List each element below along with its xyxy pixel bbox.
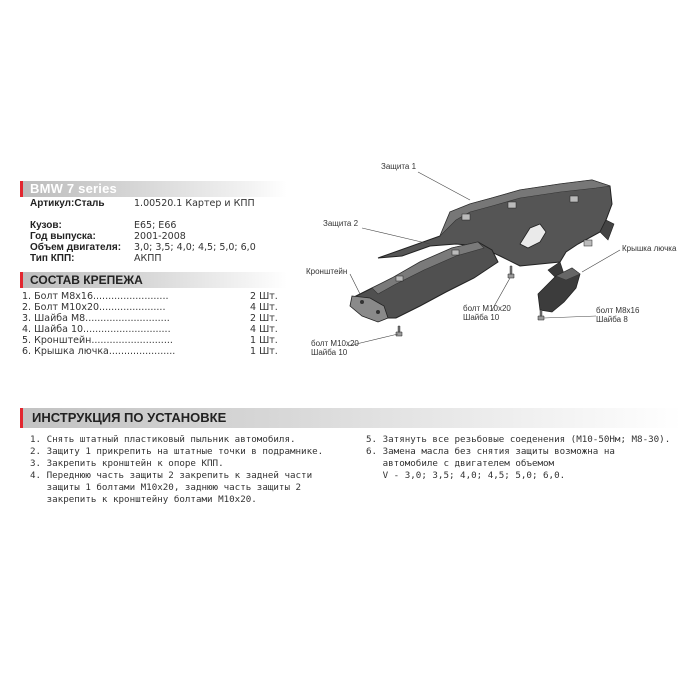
label-hatch-cover: Крышка лючка: [622, 244, 677, 253]
fastener-qty: 4 Шт.: [250, 302, 278, 313]
install-step: 5. Затянуть все резьбовые соеденения (M10-50Нм; M8-30).: [366, 434, 671, 445]
accent-marker: [20, 408, 23, 428]
label-bolt-m10-a: болт M10x20 Шайба 10: [463, 304, 511, 322]
label-protection-2: Защита 2: [323, 219, 359, 228]
fasteners-title: СОСТАВ КРЕПЕЖА: [30, 273, 143, 287]
spec-value-engine: 3,0; 3,5; 4,0; 4,5; 5,0; 6,0: [134, 242, 256, 253]
installation-bar: [22, 408, 682, 428]
installation-title: ИНСТРУКЦИЯ ПО УСТАНОВКЕ: [32, 410, 227, 425]
fastener-qty: 2 Шт.: [250, 291, 278, 302]
install-step: 3. Закрепить кронштейн к опоре КПП.: [30, 458, 224, 469]
fastener-name: 4. Шайба 10.............................: [22, 324, 171, 335]
article-label: Артикул:Сталь: [30, 198, 105, 209]
fastener-qty: 2 Шт.: [250, 313, 278, 324]
label-protection-1: Защита 1: [381, 162, 417, 171]
spec-label-body: Кузов:: [30, 220, 62, 231]
install-step: 4. Переднюю часть защиты 2 закрепить к задней части защиты 1 болтами M10x20, заднюю часть защиты 2 закрепить к кронштейну болтами M10x20.: [30, 470, 313, 505]
spec-label-engine: Объем двигателя:: [30, 242, 122, 253]
install-step: 6. Замена масла без снятия защиты возможна на автомобиле с двигателем объемом V - 3,0; 3,5; 4,0; 4,5; 5,0; 6,0.: [366, 446, 615, 481]
protection-1-plate: [378, 180, 614, 280]
spec-value-year: 2001-2008: [134, 231, 186, 242]
install-step: 2. Защиту 1 прикрепить на штатные точки в подрамнике.: [30, 446, 324, 457]
fastener-qty: 1 Шт.: [250, 346, 278, 357]
article-value: 1.00520.1 Картер и КПП: [134, 198, 255, 209]
label-bolt-m8: болт M8x16 Шайба 8: [596, 306, 640, 324]
label-bolt-m10-b: болт M10x20 Шайба 10: [311, 339, 359, 357]
fastener-name: 5. Кронштейн...........................: [22, 335, 173, 346]
model-title: BMW 7 series: [30, 181, 117, 196]
fastener-name: 1. Болт M8x16.........................: [22, 291, 169, 302]
spec-label-year: Год выпуска:: [30, 231, 96, 242]
fastener-name: 3. Шайба M8............................: [22, 313, 170, 324]
fastener-name: 2. Болт M10x20......................: [22, 302, 166, 313]
fastener-qty: 4 Шт.: [250, 324, 278, 335]
spec-value-body: E65; E66: [134, 220, 177, 231]
fastener-qty: 1 Шт.: [250, 335, 278, 346]
spec-value-gearbox: АКПП: [134, 253, 162, 264]
install-step: 1. Снять штатный пластиковый пыльник автомобиля.: [30, 434, 296, 445]
fastener-name: 6. Крышка лючка......................: [22, 346, 176, 357]
label-bracket: Кронштейн: [306, 267, 348, 276]
hatch-cover-part: [538, 268, 580, 312]
spec-label-gearbox: Тип КПП:: [30, 253, 75, 264]
